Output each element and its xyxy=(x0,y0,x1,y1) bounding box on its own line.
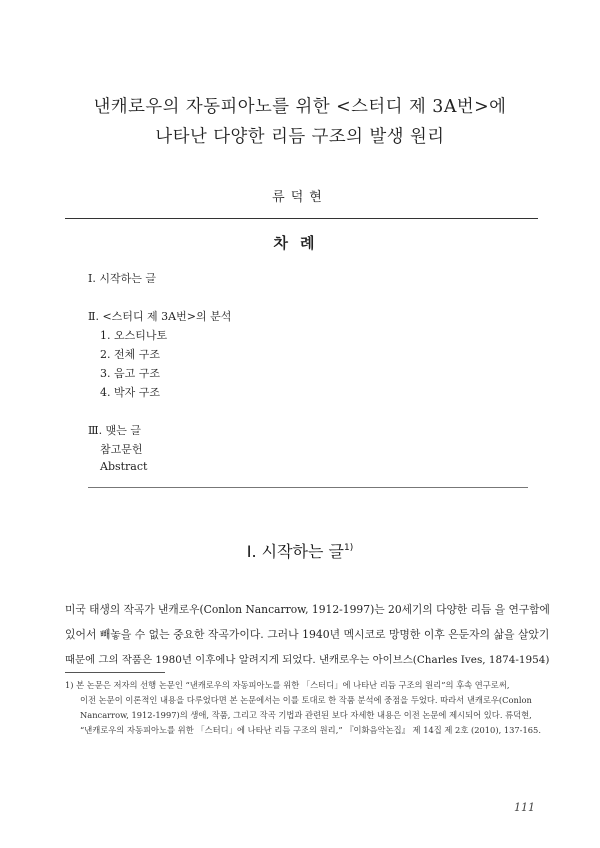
paper-title-line-1: 낸캐로우의 자동피아노를 위한 <스터디 제 3A번>에 xyxy=(93,97,507,117)
footnote-line: 이전 논문이 이론적인 내용을 다루었다면 본 논문에서는 이를 토대로 한 작품 분석에 중점을 두었다. 따라서 낸캐로우(Conlon xyxy=(80,695,532,705)
toc-bottom-rule xyxy=(88,487,528,488)
footnote-line: 1) 본 논문은 저자의 선행 논문인 “낸캐로우의 자동피아노를 위한 「스터디」에 나타난 리듬 구조의 원리”의 후속 연구로써, xyxy=(65,680,510,690)
toc-heading: 차례 xyxy=(273,234,327,252)
footnote-line: “낸캐로우의 자동피아노를 위한 「스터디」에 나타난 리듬 구조의 원리,” 『이화음악논집』 제 14집 제 2호 (2010), 137-165. xyxy=(80,725,541,735)
paper-title-line-2: 나타난 다양한 리듬 구조의 발생 원리 xyxy=(155,127,445,147)
body-line: 미국 태생의 작곡가 낸캐로우(Conlon Nancarrow, 1912-1997)는 20세기의 다양한 리듬 을 연구함에 xyxy=(65,603,550,616)
body-line: 있어서 빼놓을 수 없는 중요한 작곡가이다. 그러나 1940년 멕시코로 망명한 이후 은둔자의 삶을 살았기 xyxy=(65,628,550,641)
toc-item-pitch-structure: 3. 음고 구조 xyxy=(100,367,160,380)
toc-item-references: 참고문헌 xyxy=(100,443,143,456)
toc-item-abstract: Abstract xyxy=(100,460,148,473)
footnote-rule xyxy=(65,672,165,673)
body-line: 때문에 그의 작품은 1980년 이후에나 알려지게 되었다. 낸캐로우는 아이브스(Charles Ives, 1874-1954) xyxy=(65,654,550,666)
page-number: 111 xyxy=(514,801,535,814)
toc-item-ostinato: 1. 오스티나토 xyxy=(100,329,168,342)
toc-item-analysis: Ⅱ. <스터디 제 3A번>의 분석 xyxy=(88,310,232,323)
section-heading xyxy=(0,539,600,562)
toc-item-meter-structure: 4. 박자 구조 xyxy=(100,386,160,399)
author-name: 류덕현 xyxy=(272,190,328,205)
toc-item-conclusion: Ⅲ. 맺는 글 xyxy=(88,424,141,437)
section-heading-text: Ⅰ. 시작하는 글 xyxy=(246,542,344,561)
footnote-line: Nancarrow, 1912-1997)의 생애, 작품, 그리고 작곡 기법과 관련된 보다 자세한 내용은 이전 논문에 제시되어 있다. 류덕현, xyxy=(80,710,532,720)
toc-top-rule xyxy=(65,218,538,219)
footnote-reference: 1) xyxy=(344,543,354,553)
toc-item-overall-structure: 2. 전체 구조 xyxy=(100,348,160,361)
toc-item-introduction: Ⅰ. 시작하는 글 xyxy=(88,272,156,285)
